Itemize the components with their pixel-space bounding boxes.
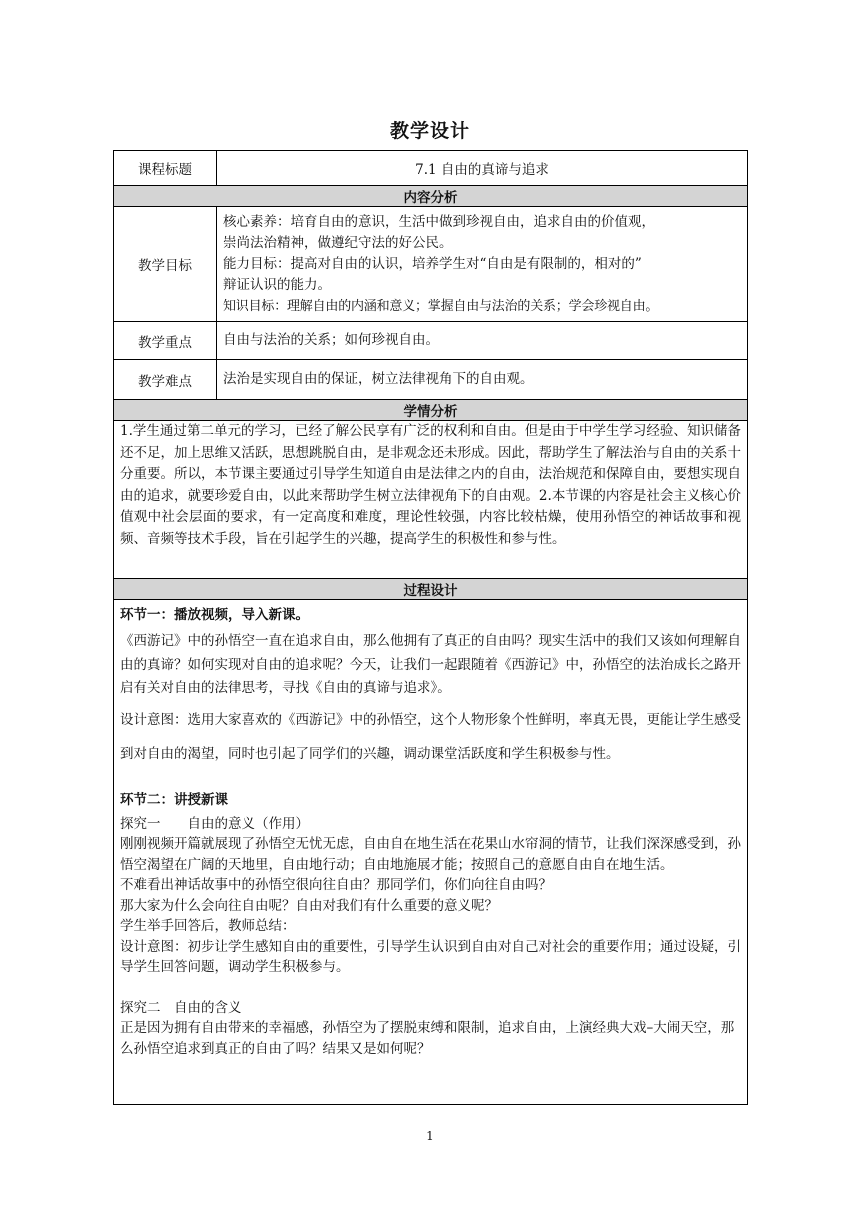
- goal-line: 辩证认识的能力。: [223, 276, 331, 293]
- explore2-paragraph: 正是因为拥有自由带来的幸福感，孙悟空为了摆脱束缚和限制，追求自由，上演经典大戏–大闹天空，那么孙悟空追求到真正的自由了吗？结果又是如何呢？: [120, 1020, 735, 1057]
- goal-line: 核心素养：培育自由的意识，生活中做到珍视自由，追求自由的价值观，: [223, 213, 655, 230]
- process-design-header-row: [114, 579, 748, 600]
- explore1-design: 设计意图：初步让学生感知自由的重要性，引导学生认识到自由对自己对社会的重要作用；通过设疑，引导学生回答问题，调动学生积极参与。: [120, 938, 741, 975]
- document-title: 教学设计: [389, 120, 470, 142]
- process-design-header: 过程设计: [114, 579, 748, 600]
- key-point-row: [114, 322, 748, 360]
- teaching-goal-label: 教学目标: [114, 207, 217, 322]
- page-number: 1: [426, 1129, 434, 1143]
- process-design-row: [114, 600, 748, 1105]
- step1-design: 设计意图：选用大家喜欢的《西游记》中的孙悟空，这个人物形象个性鲜明，率真无畏，更能让学生感受到对自由的渴望，同时也引起了同学们的兴趣，调动课堂活跃度和学生积极参与性。: [120, 711, 741, 762]
- difficulty-label: 教学难点: [114, 360, 217, 400]
- goal-line: 知识目标：理解自由的内涵和意义；掌握自由与法治的关系；学会珍视自由。: [223, 298, 659, 314]
- key-point-value: 自由与法治的关系；如何珍视自由。: [217, 322, 748, 360]
- explore1-question2: 那大家为什么会向往自由呢？自由对我们有什么重要的意义呢？: [120, 897, 498, 914]
- learner-analysis-cell: [114, 421, 748, 579]
- explore1-question1: 不难看出神话故事中的孙悟空很向往自由？那同学们，你们向往自由吗？: [120, 877, 552, 893]
- learner-analysis-header: 学情分析: [114, 400, 748, 421]
- explore2-title: 探究二 自由的含义: [120, 999, 242, 1016]
- course-title-row: [114, 151, 748, 186]
- explore1-title: 探究一 自由的意义（作用）: [120, 815, 309, 832]
- course-title-value: 7.1 自由的真谛与追求: [217, 151, 748, 186]
- lesson-design-table: [113, 150, 748, 1105]
- teaching-goal-content: [217, 207, 748, 322]
- goal-line: 崇尚法治精神，做遵纪守法的好公民。: [223, 234, 453, 251]
- learner-analysis-header-row: [114, 400, 748, 421]
- key-point-label: 教学重点: [114, 322, 217, 360]
- process-design-cell: [114, 600, 748, 1105]
- difficulty-row: [114, 360, 748, 400]
- content-analysis-header-row: [114, 186, 748, 207]
- step1-text: 《西游记》中的孙悟空一直在追求自由，那么他拥有了真正的自由吗？现实生活中的我们又该如何理解自由的真谛？如何实现对自由的追求呢？今天，让我们一起跟随着《西游记》中，孙悟空的法治成长之路开启有关对自由的法律思考，寻找《自由的真谛与追求》。: [120, 633, 741, 696]
- teaching-goal-row: [114, 207, 748, 322]
- content-analysis-header: 内容分析: [114, 186, 748, 207]
- learner-analysis-text: 1.学生通过第二单元的学习，已经了解公民享有广泛的权利和自由。但是由于中学生学习经验、知识储备还不足，加上思维又活跃，思想跳脱自由，是非观念还未形成。因此，帮助学生了解法治与自由的关系十分重要。所以，本节课主要通过引导学生知道自由是法律之内的自由，法治规范和保障自由，要想实现自由的追求，就要珍爱自由，以此来帮助学生树立法律视角下的自由观。2.本节课的内容是社会主义核心价值观中社会层面的要求，有一定高度和难度，理论性较强，内容比较枯燥，使用孙悟空的神话故事和视频、音频等技术手段，旨在引起学生的兴趣，提高学生的积极性和参与性。: [120, 423, 741, 547]
- explore1-paragraph: 刚刚视频开篇就展现了孙悟空无忧无虑，自由自在地生活在花果山水帘洞的情节，让我们深深感受到，孙悟空渴望在广阔的天地里，自由地行动；自由地施展才能；按照自己的意愿自由自在地生活。: [120, 836, 741, 873]
- explore1-summary: 学生举手回答后，教师总结：: [120, 918, 296, 934]
- step1-title: 环节一：播放视频，导入新课。: [120, 607, 309, 623]
- goal-line: 能力目标：提高对自由的认识，培养学生对“自由是有限制的，相对的”: [223, 255, 642, 272]
- step2-title: 环节二：讲授新课: [120, 791, 228, 808]
- course-title-label: 课程标题: [114, 151, 217, 186]
- learner-analysis-row: [114, 421, 748, 579]
- difficulty-value: 法治是实现自由的保证，树立法律视角下的自由观。: [217, 360, 748, 400]
